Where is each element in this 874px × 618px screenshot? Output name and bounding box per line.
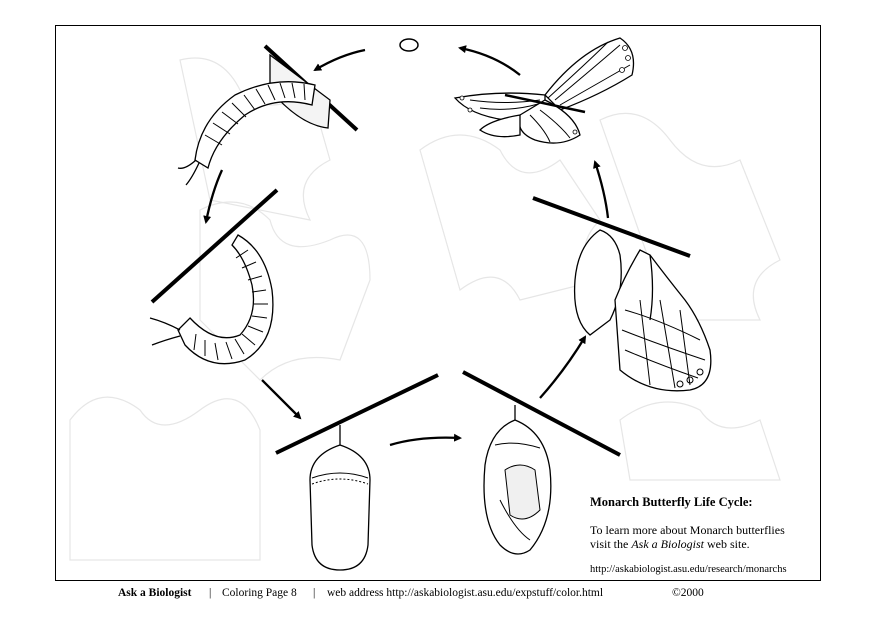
- arrow-hanging-to-chrysalis: [262, 380, 300, 418]
- info-line-2-post: web site.: [704, 537, 750, 551]
- arrow-egg-to-caterpillar: [315, 50, 365, 70]
- arrow-emerging-to-adult: [595, 162, 608, 218]
- butterfly-forewing-left: [545, 38, 634, 110]
- info-url-link[interactable]: http://askabiologist.asu.edu/research/monarchs: [590, 564, 787, 575]
- info-panel: [590, 495, 818, 551]
- arrow-chrysalis-to-mature: [390, 438, 460, 445]
- arrow-adult-to-egg: [460, 48, 520, 75]
- arrow-mature-to-emerging: [540, 337, 585, 398]
- twig-icon: [276, 375, 438, 453]
- info-site-name: Ask a Biologist: [631, 537, 705, 551]
- hanging-caterpillar-stage: [150, 190, 277, 364]
- info-line-2-pre: visit the: [590, 537, 632, 551]
- footer-page-label: Coloring Page 8: [222, 587, 297, 599]
- footer-separator: |: [209, 587, 212, 599]
- footer-web-address[interactable]: web address http://askabiologist.asu.edu/expstuff/color.html: [327, 587, 604, 599]
- arrow-caterpillar-to-hanging: [206, 170, 222, 222]
- info-line-2: [590, 537, 818, 551]
- empty-chrysalis-icon: [575, 230, 622, 335]
- footer-separator: |: [313, 587, 316, 599]
- egg-stage: [400, 39, 418, 51]
- chrysalis-icon: [310, 445, 370, 570]
- footer-copyright: ©2000: [672, 587, 704, 599]
- hanging-caterpillar-icon: [178, 235, 273, 364]
- caterpillar-stage: [178, 46, 357, 185]
- emerging-butterfly-stage: [533, 198, 711, 391]
- emerging-butterfly-icon: [615, 250, 711, 391]
- chrysalis-stage: [276, 375, 438, 570]
- info-title: Monarch Butterfly Life Cycle:: [590, 495, 753, 509]
- footer-brand: Ask a Biologist: [118, 587, 192, 599]
- info-line-1: To learn more about Monarch butterflies: [590, 523, 785, 537]
- caterpillar-icon: [195, 82, 315, 168]
- egg-icon: [400, 39, 418, 51]
